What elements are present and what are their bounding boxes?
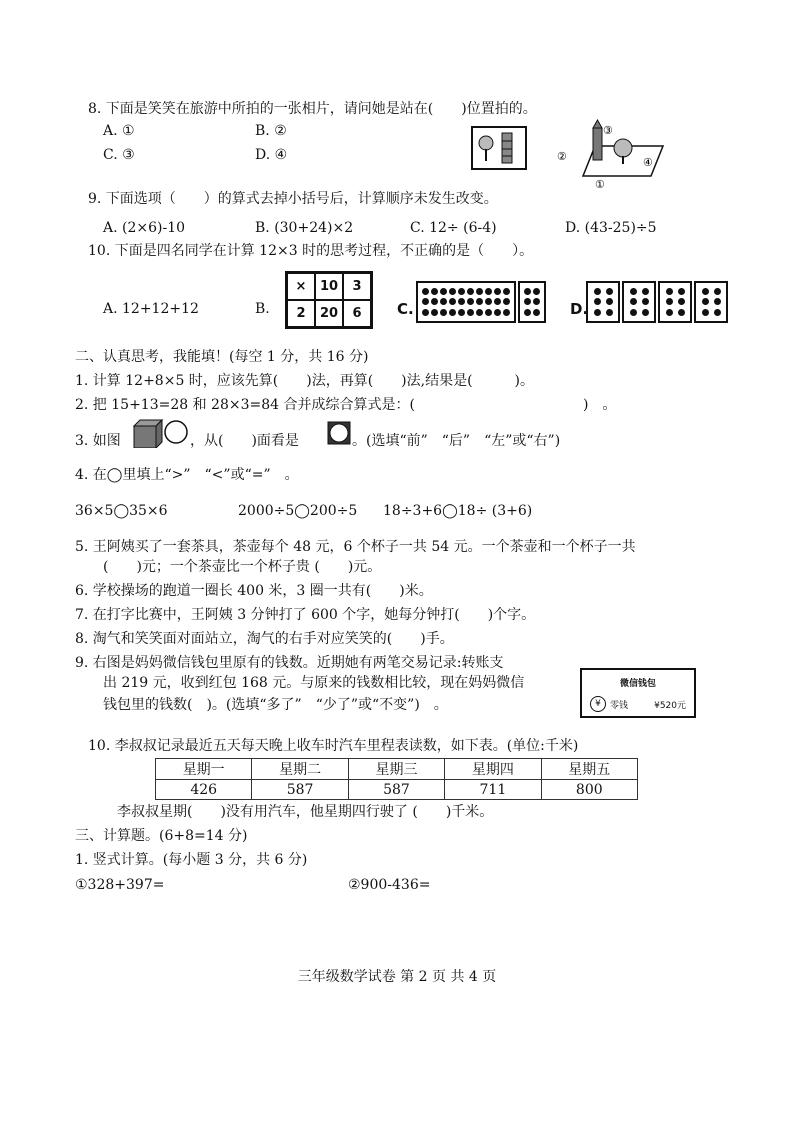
calc-b: ②900-436= <box>348 877 431 893</box>
dot <box>485 309 492 316</box>
table-value-cell: 426 <box>156 780 252 800</box>
s2-q3-middle: ，从( )面看是 <box>190 433 299 449</box>
dot <box>606 309 613 316</box>
dot <box>630 288 637 295</box>
table-header-cell: 星期二 <box>252 759 348 780</box>
table-header-cell: 星期一 <box>156 759 252 780</box>
dot <box>467 288 474 295</box>
dot <box>485 288 492 295</box>
scene-positions-diagram <box>555 118 670 190</box>
dot <box>678 298 685 305</box>
q8-option-c: C. ③ <box>103 147 135 163</box>
dot <box>494 288 501 295</box>
dot <box>440 288 447 295</box>
dot <box>524 309 531 316</box>
dot <box>467 298 474 305</box>
q10-text: 10. 下面是四名同学在计算 12×3 时的思考过程，不正确的是（ ）。 <box>88 243 534 259</box>
dot <box>666 288 673 295</box>
dot <box>630 309 637 316</box>
position-label-4: ④ <box>643 156 653 169</box>
dot <box>449 298 456 305</box>
dot <box>678 309 685 316</box>
calc-a: ①328+397= <box>75 877 165 893</box>
dot <box>458 309 465 316</box>
dot <box>440 298 447 305</box>
dot <box>422 298 429 305</box>
dot <box>594 288 601 295</box>
dot <box>594 309 601 316</box>
dot <box>714 298 721 305</box>
grid-cell: 20 <box>315 300 343 327</box>
s2-q1: 1. 计算 12+8×5 时，应该先算( )法，再算( )法,结果是( )。 <box>75 373 535 389</box>
dot-array-d-4 <box>694 281 728 323</box>
q10-option-b-label: B. <box>255 301 270 317</box>
dot-array-d-3 <box>658 281 692 323</box>
dot <box>606 288 613 295</box>
s3-q1: 1. 竖式计算。(每小题 3 分，共 6 分) <box>75 852 308 868</box>
dot <box>702 309 709 316</box>
q10-option-d-label: D. <box>570 300 589 318</box>
dot-array-d-2 <box>622 281 656 323</box>
q9-option-c: C. 12÷ (6-4) <box>410 220 497 236</box>
wallet-title: 微信钱包 <box>619 679 656 689</box>
s2-q7: 7. 在打字比赛中，王阿姨 3 分钟打了 600 个字，她每分钟打( )个字。 <box>75 607 536 623</box>
dot <box>702 288 709 295</box>
grid-cell: 10 <box>315 273 343 300</box>
s2-q10-answer: 李叔叔星期( )没有用汽车，他星期四行驶了 ( )千米。 <box>117 804 494 820</box>
s2-q6: 6. 学校操场的跑道一圈长 400 米，3 圈一共有( )米。 <box>75 583 433 599</box>
multiplication-grid <box>285 271 373 329</box>
dot <box>431 288 438 295</box>
dot-array-c-left <box>416 281 516 323</box>
mileage-table <box>155 758 638 800</box>
table-header-cell: 星期三 <box>348 759 444 780</box>
s2-q9-line2: 出 219 元，收到红包 168 元。与原来的钱数相比较，现在妈妈微信 <box>103 675 525 691</box>
dot <box>503 288 510 295</box>
dot <box>485 298 492 305</box>
dot-array-c-right <box>518 281 546 323</box>
table-header-cell: 星期四 <box>445 759 541 780</box>
q9-option-a: A. (2×6)-10 <box>103 220 186 236</box>
s2-q3-prefix: 3. 如图 <box>75 433 121 449</box>
s2-q4: 4. 在◯里填上“>” “<”或“=” 。 <box>75 467 299 483</box>
s2-q4-a: 36×5◯35×6 <box>75 503 168 519</box>
dot <box>666 309 673 316</box>
dot <box>524 288 531 295</box>
dot <box>431 309 438 316</box>
q8-option-a: A. ① <box>103 123 135 139</box>
wallet-label: 零钱 <box>610 701 629 711</box>
view-result-figure <box>326 420 352 446</box>
table-value-cell: 587 <box>348 780 444 800</box>
s2-q4-b: 2000÷5◯200÷5 <box>238 503 358 519</box>
yuan-coin-icon: ¥ <box>590 696 606 712</box>
dot <box>533 298 540 305</box>
dot <box>494 309 501 316</box>
table-value-cell: 711 <box>445 780 541 800</box>
dot <box>422 288 429 295</box>
dot <box>476 309 483 316</box>
dot <box>630 298 637 305</box>
dot <box>678 288 685 295</box>
s2-q9-line1: 9. 右图是妈妈微信钱包里原有的钱数。近期她有两笔交易记录:转账支 <box>75 655 504 671</box>
position-label-2: ② <box>557 150 567 163</box>
q8-text: 8. 下面是笑笑在旅游中所拍的一张相片，请问她是站在( )位置拍的。 <box>88 101 537 117</box>
dot <box>503 309 510 316</box>
s2-q5-line2: ( )元；一个茶壶比一个杯子贵 ( )元。 <box>103 559 382 575</box>
grid-cell: 2 <box>287 300 315 327</box>
section2-title: 二、认真思考，我能填！(每空 1 分，共 16 分) <box>75 349 369 365</box>
section3-title: 三、计算题。(6+8=14 分) <box>75 828 248 844</box>
s2-q9-line3: 钱包里的钱数( )。(选填“多了” “少了”或“不变”) 。 <box>103 697 448 713</box>
dot <box>422 309 429 316</box>
table-header-cell: 星期五 <box>541 759 637 780</box>
grid-cell: × <box>287 273 315 300</box>
cube-and-sphere-figure <box>132 418 190 448</box>
photo-illustration <box>470 125 528 171</box>
page-footer: 三年级数学试卷 第 2 页 共 4 页 <box>297 969 497 985</box>
q8-option-b: B. ② <box>255 123 287 139</box>
dot <box>467 309 474 316</box>
q9-option-b: B. (30+24)×2 <box>255 220 354 236</box>
table-value-cell: 587 <box>252 780 348 800</box>
q8-option-d: D. ④ <box>255 147 288 163</box>
q9-option-d: D. (43-25)÷5 <box>565 220 657 236</box>
q10-option-c-label: C. <box>397 300 414 318</box>
dot <box>476 298 483 305</box>
dot <box>714 288 721 295</box>
dot <box>494 298 501 305</box>
dot <box>642 298 649 305</box>
table-value-cell: 800 <box>541 780 637 800</box>
dot-array-d-1 <box>586 281 620 323</box>
dot <box>714 309 721 316</box>
position-label-3: ③ <box>603 124 613 137</box>
dot <box>594 298 601 305</box>
dot <box>476 288 483 295</box>
s2-q8: 8. 淘气和笑笑面对面站立，淘气的右手对应笑笑的( )手。 <box>75 631 454 647</box>
dot <box>524 298 531 305</box>
q9-text: 9. 下面选项（ ）的算式去掉小括号后，计算顺序未发生改变。 <box>88 191 498 207</box>
wechat-wallet-card <box>580 668 696 718</box>
dot <box>431 298 438 305</box>
dot <box>533 288 540 295</box>
s2-q10: 10. 李叔叔记录最近五天每天晚上收车时汽车里程表读数，如下表。(单位:千米) <box>88 738 579 754</box>
dot <box>503 298 510 305</box>
grid-cell: 3 <box>343 273 371 300</box>
dot <box>449 288 456 295</box>
dot <box>533 309 540 316</box>
s2-q4-c: 18÷3+6◯18÷ (3+6) <box>383 503 533 519</box>
wallet-amount: ¥520元 <box>654 701 686 711</box>
grid-cell: 6 <box>343 300 371 327</box>
q10-option-a: A. 12+12+12 <box>103 301 199 317</box>
position-label-1: ① <box>595 178 605 190</box>
dot <box>666 298 673 305</box>
s2-q2: 2. 把 15+13=28 和 28×3=84 合并成综合算式是：( ) 。 <box>75 397 617 413</box>
dot <box>702 298 709 305</box>
dot <box>606 298 613 305</box>
dot <box>440 309 447 316</box>
dot <box>458 288 465 295</box>
s2-q5-line1: 5. 王阿姨买了一套茶具，茶壶每个 48 元，6 个杯子一共 54 元。一个茶壶和一个杯子一共 <box>75 539 636 555</box>
dot <box>449 309 456 316</box>
dot <box>458 298 465 305</box>
dot <box>642 309 649 316</box>
dot <box>642 288 649 295</box>
s2-q3-suffix: 。(选填“前” “后” “左”或“右”) <box>352 433 561 449</box>
